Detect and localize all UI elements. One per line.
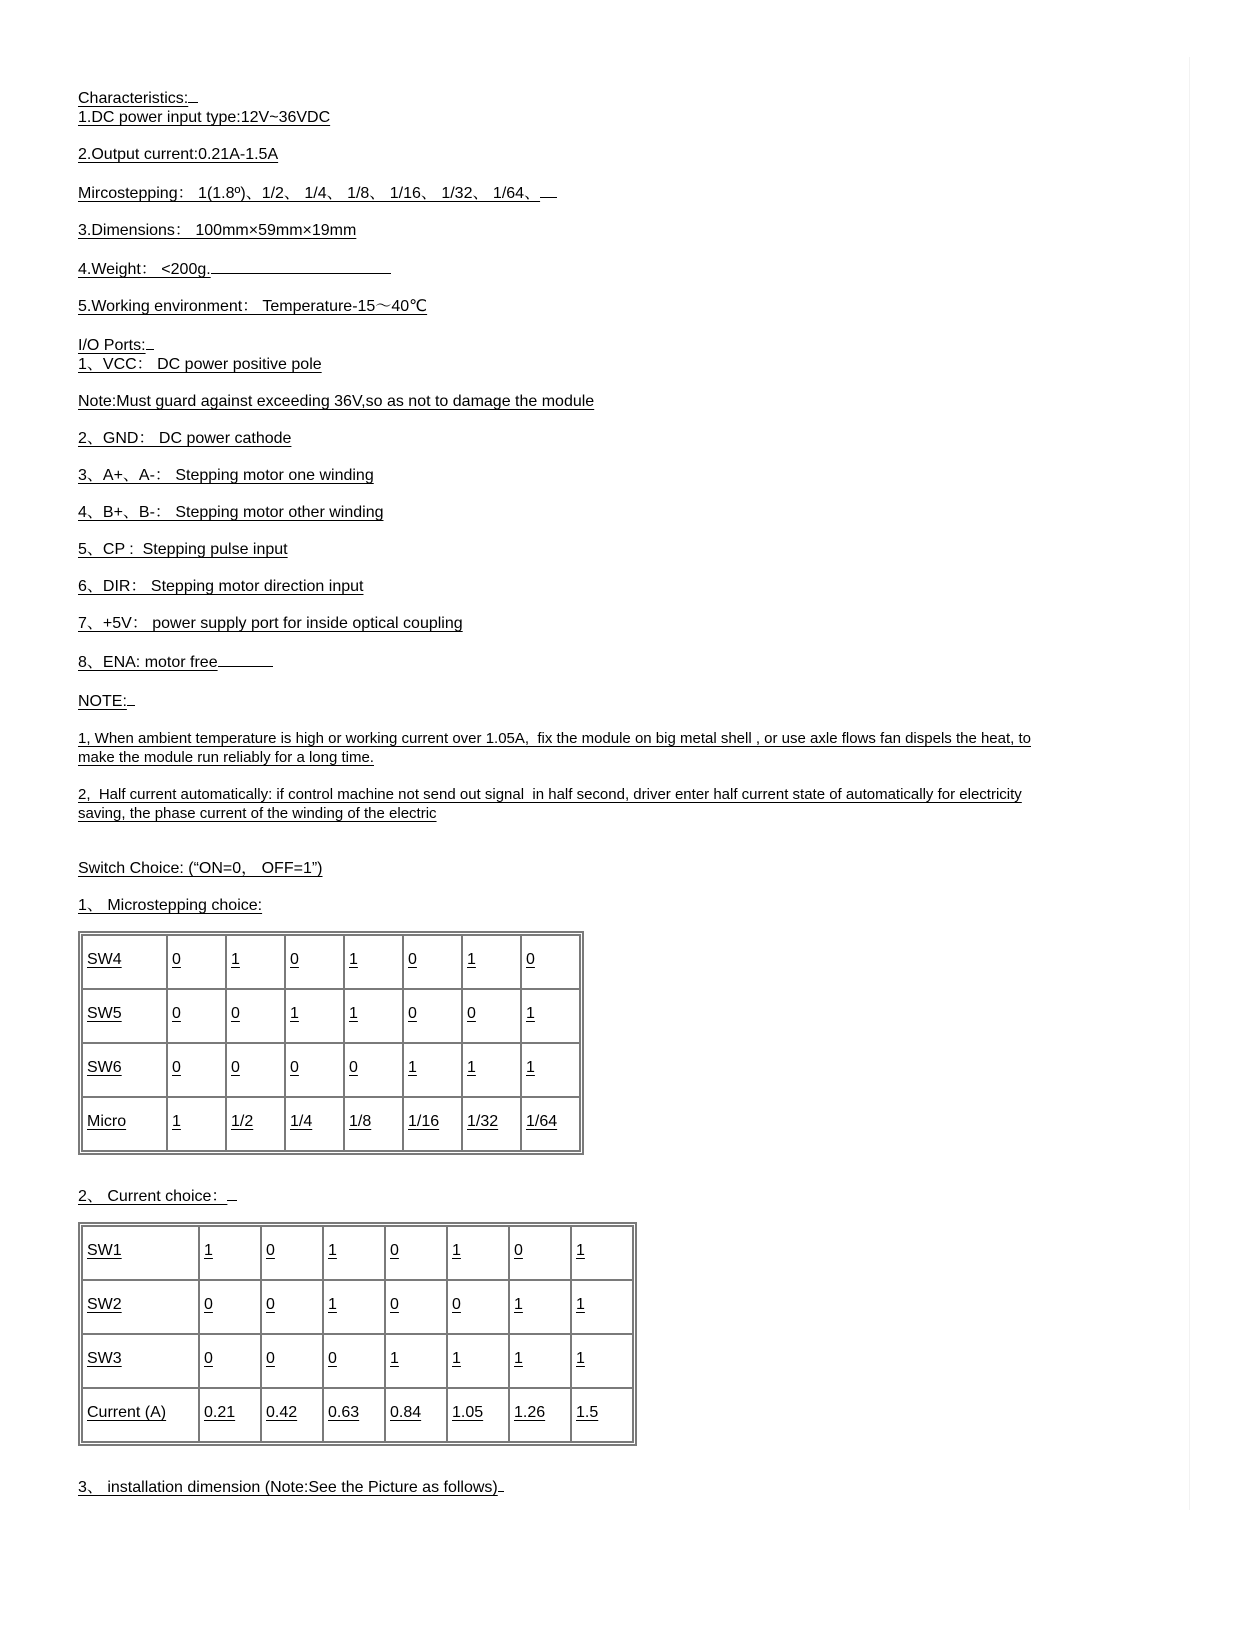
underline-tail (498, 1476, 504, 1492)
io-port-dir: 6、DIR： Stepping motor direction input (78, 578, 364, 595)
cell-value: 0 (226, 1043, 285, 1097)
cell-value: 1/4 (285, 1097, 344, 1151)
underline-tail (188, 87, 198, 103)
cell-value: 1 (323, 1226, 385, 1280)
cell-value: 1 (447, 1226, 509, 1280)
cell-value: 0 (385, 1226, 447, 1280)
microstepping-table-wrapper (78, 931, 584, 1155)
cell-value: 0 (403, 989, 462, 1043)
cell-value: 0.84 (385, 1388, 447, 1442)
cell-value: 0 (323, 1334, 385, 1388)
cell-value: 1 (199, 1226, 261, 1280)
row-label: SW3 (82, 1334, 199, 1388)
cell-value: 1 (226, 935, 285, 989)
characteristics-heading: Characteristics: (78, 87, 1203, 108)
cell-value: 1/64 (521, 1097, 580, 1151)
characteristics-dc-power: 1.DC power input type:12V~36VDC (78, 109, 331, 126)
cell-value: 0 (403, 935, 462, 989)
cell-value: 1 (344, 989, 403, 1043)
cell-value: 1 (571, 1280, 633, 1334)
cell-value: 0.21 (199, 1388, 261, 1442)
io-ports-heading: I/O Ports: (78, 334, 1203, 355)
cell-value: 1/16 (403, 1097, 462, 1151)
table-row (82, 1043, 580, 1097)
cell-value: 1 (509, 1280, 571, 1334)
switch-choice-heading: Switch Choice: (“ON=0， OFF=1”) (78, 860, 323, 877)
cell-value: 0 (226, 989, 285, 1043)
characteristics-output-current: 2.Output current:0.21A-1.5A (78, 146, 279, 163)
io-port-vcc-note: Note:Must guard against exceeding 36V,so as not to damage the module (78, 393, 595, 410)
cell-value: 0 (285, 935, 344, 989)
cell-value: 0.63 (323, 1388, 385, 1442)
underline-tail (540, 182, 557, 198)
installation-dimension-line: 3、 installation dimension (Note:See the Picture as follows) (78, 1476, 1203, 1497)
row-label: SW6 (82, 1043, 167, 1097)
row-label: SW1 (82, 1226, 199, 1280)
cell-value: 0 (462, 989, 521, 1043)
io-ports-block (78, 334, 1203, 374)
table-row (82, 989, 580, 1043)
table-row (82, 1097, 580, 1151)
cell-value: 1 (385, 1334, 447, 1388)
scan-artifact-line (1189, 57, 1190, 1510)
underline-tail (146, 334, 154, 350)
table-row (82, 1388, 633, 1442)
io-port-winding-a: 3、A+、A-： Stepping motor one winding (78, 467, 374, 484)
cell-value: 1 (323, 1280, 385, 1334)
table-row (82, 1334, 633, 1388)
io-port-ena: 8、ENA: motor free (78, 651, 1203, 672)
cell-value: 1 (521, 1043, 580, 1097)
row-label: SW5 (82, 989, 167, 1043)
cell-value: 0 (167, 935, 226, 989)
cell-value: 1 (167, 1097, 226, 1151)
cell-value: 1/32 (462, 1097, 521, 1151)
cell-value: 1.5 (571, 1388, 633, 1442)
table-row (82, 935, 580, 989)
cell-value: 1 (509, 1334, 571, 1388)
note-paragraph-1: 1, When ambient temperature is high or working current over 1.05A, fix the module on big metal shell , or use axle flows fan dispels the heat, to make the module run reliably for a long time. (78, 730, 1031, 766)
io-port-winding-b: 4、B+、B-： Stepping motor other winding (78, 504, 384, 521)
cell-value: 1 (285, 989, 344, 1043)
cell-value: 0 (199, 1280, 261, 1334)
cell-value: 1 (447, 1334, 509, 1388)
cell-value: 1 (571, 1226, 633, 1280)
cell-value: 0 (261, 1226, 323, 1280)
characteristics-dimensions: 3.Dimensions： 100mm×59mm×19mm (78, 222, 357, 239)
cell-value: 1 (521, 989, 580, 1043)
cell-value: 1 (571, 1334, 633, 1388)
characteristics-block (78, 87, 1203, 127)
note-paragraph-2: 2, Half current automatically: if control machine not send out signal in half second, driver enter half current state of automatically for electricity saving, the phase current of the winding of the electric (78, 786, 1022, 822)
microstepping-table (81, 934, 581, 1152)
characteristics-environment: 5.Working environment： Temperature-15～40℃ (78, 298, 428, 315)
cell-value: 0.42 (261, 1388, 323, 1442)
current-table (81, 1225, 634, 1443)
io-port-cp: 5、CP : Stepping pulse input (78, 541, 288, 558)
characteristics-microstepping: Mircostepping： 1(1.8º)、1/2、 1/4、 1/8、 1/16、 1/32、 1/64、 (78, 182, 1203, 203)
cell-value: 1/2 (226, 1097, 285, 1151)
cell-value: 0 (167, 989, 226, 1043)
cell-value: 1.05 (447, 1388, 509, 1442)
row-label: Current (A) (82, 1388, 199, 1442)
io-port-gnd: 2、GND： DC power cathode (78, 430, 292, 447)
row-label: SW2 (82, 1280, 199, 1334)
cell-value: 1.26 (509, 1388, 571, 1442)
cell-value: 1 (344, 935, 403, 989)
io-port-5v: 7、+5V： power supply port for inside optical coupling (78, 615, 463, 632)
row-label: SW4 (82, 935, 167, 989)
underline-tail (227, 1185, 237, 1201)
cell-value: 0 (285, 1043, 344, 1097)
cell-value: 0 (167, 1043, 226, 1097)
cell-value: 0 (199, 1334, 261, 1388)
characteristics-weight: 4.Weight： <200g. (78, 258, 1203, 279)
current-choice-caption: 2、 Current choice： (78, 1185, 1203, 1206)
cell-value: 1 (403, 1043, 462, 1097)
current-table-wrapper (78, 1222, 637, 1446)
note-heading: NOTE: (78, 690, 1203, 711)
cell-value: 0 (261, 1280, 323, 1334)
cell-value: 1/8 (344, 1097, 403, 1151)
cell-value: 0 (447, 1280, 509, 1334)
underline-tail (127, 690, 135, 706)
table-row (82, 1226, 633, 1280)
cell-value: 1 (462, 1043, 521, 1097)
cell-value: 1 (462, 935, 521, 989)
io-port-vcc: 1、VCC： DC power positive pole (78, 356, 322, 373)
cell-value: 0 (385, 1280, 447, 1334)
microstepping-choice-caption: 1、 Microstepping choice: (78, 897, 263, 914)
cell-value: 0 (509, 1226, 571, 1280)
underline-tail (211, 258, 391, 274)
underline-tail (218, 651, 273, 667)
cell-value: 0 (261, 1334, 323, 1388)
cell-value: 0 (521, 935, 580, 989)
row-label: Micro (82, 1097, 167, 1151)
cell-value: 0 (344, 1043, 403, 1097)
table-row (82, 1280, 633, 1334)
